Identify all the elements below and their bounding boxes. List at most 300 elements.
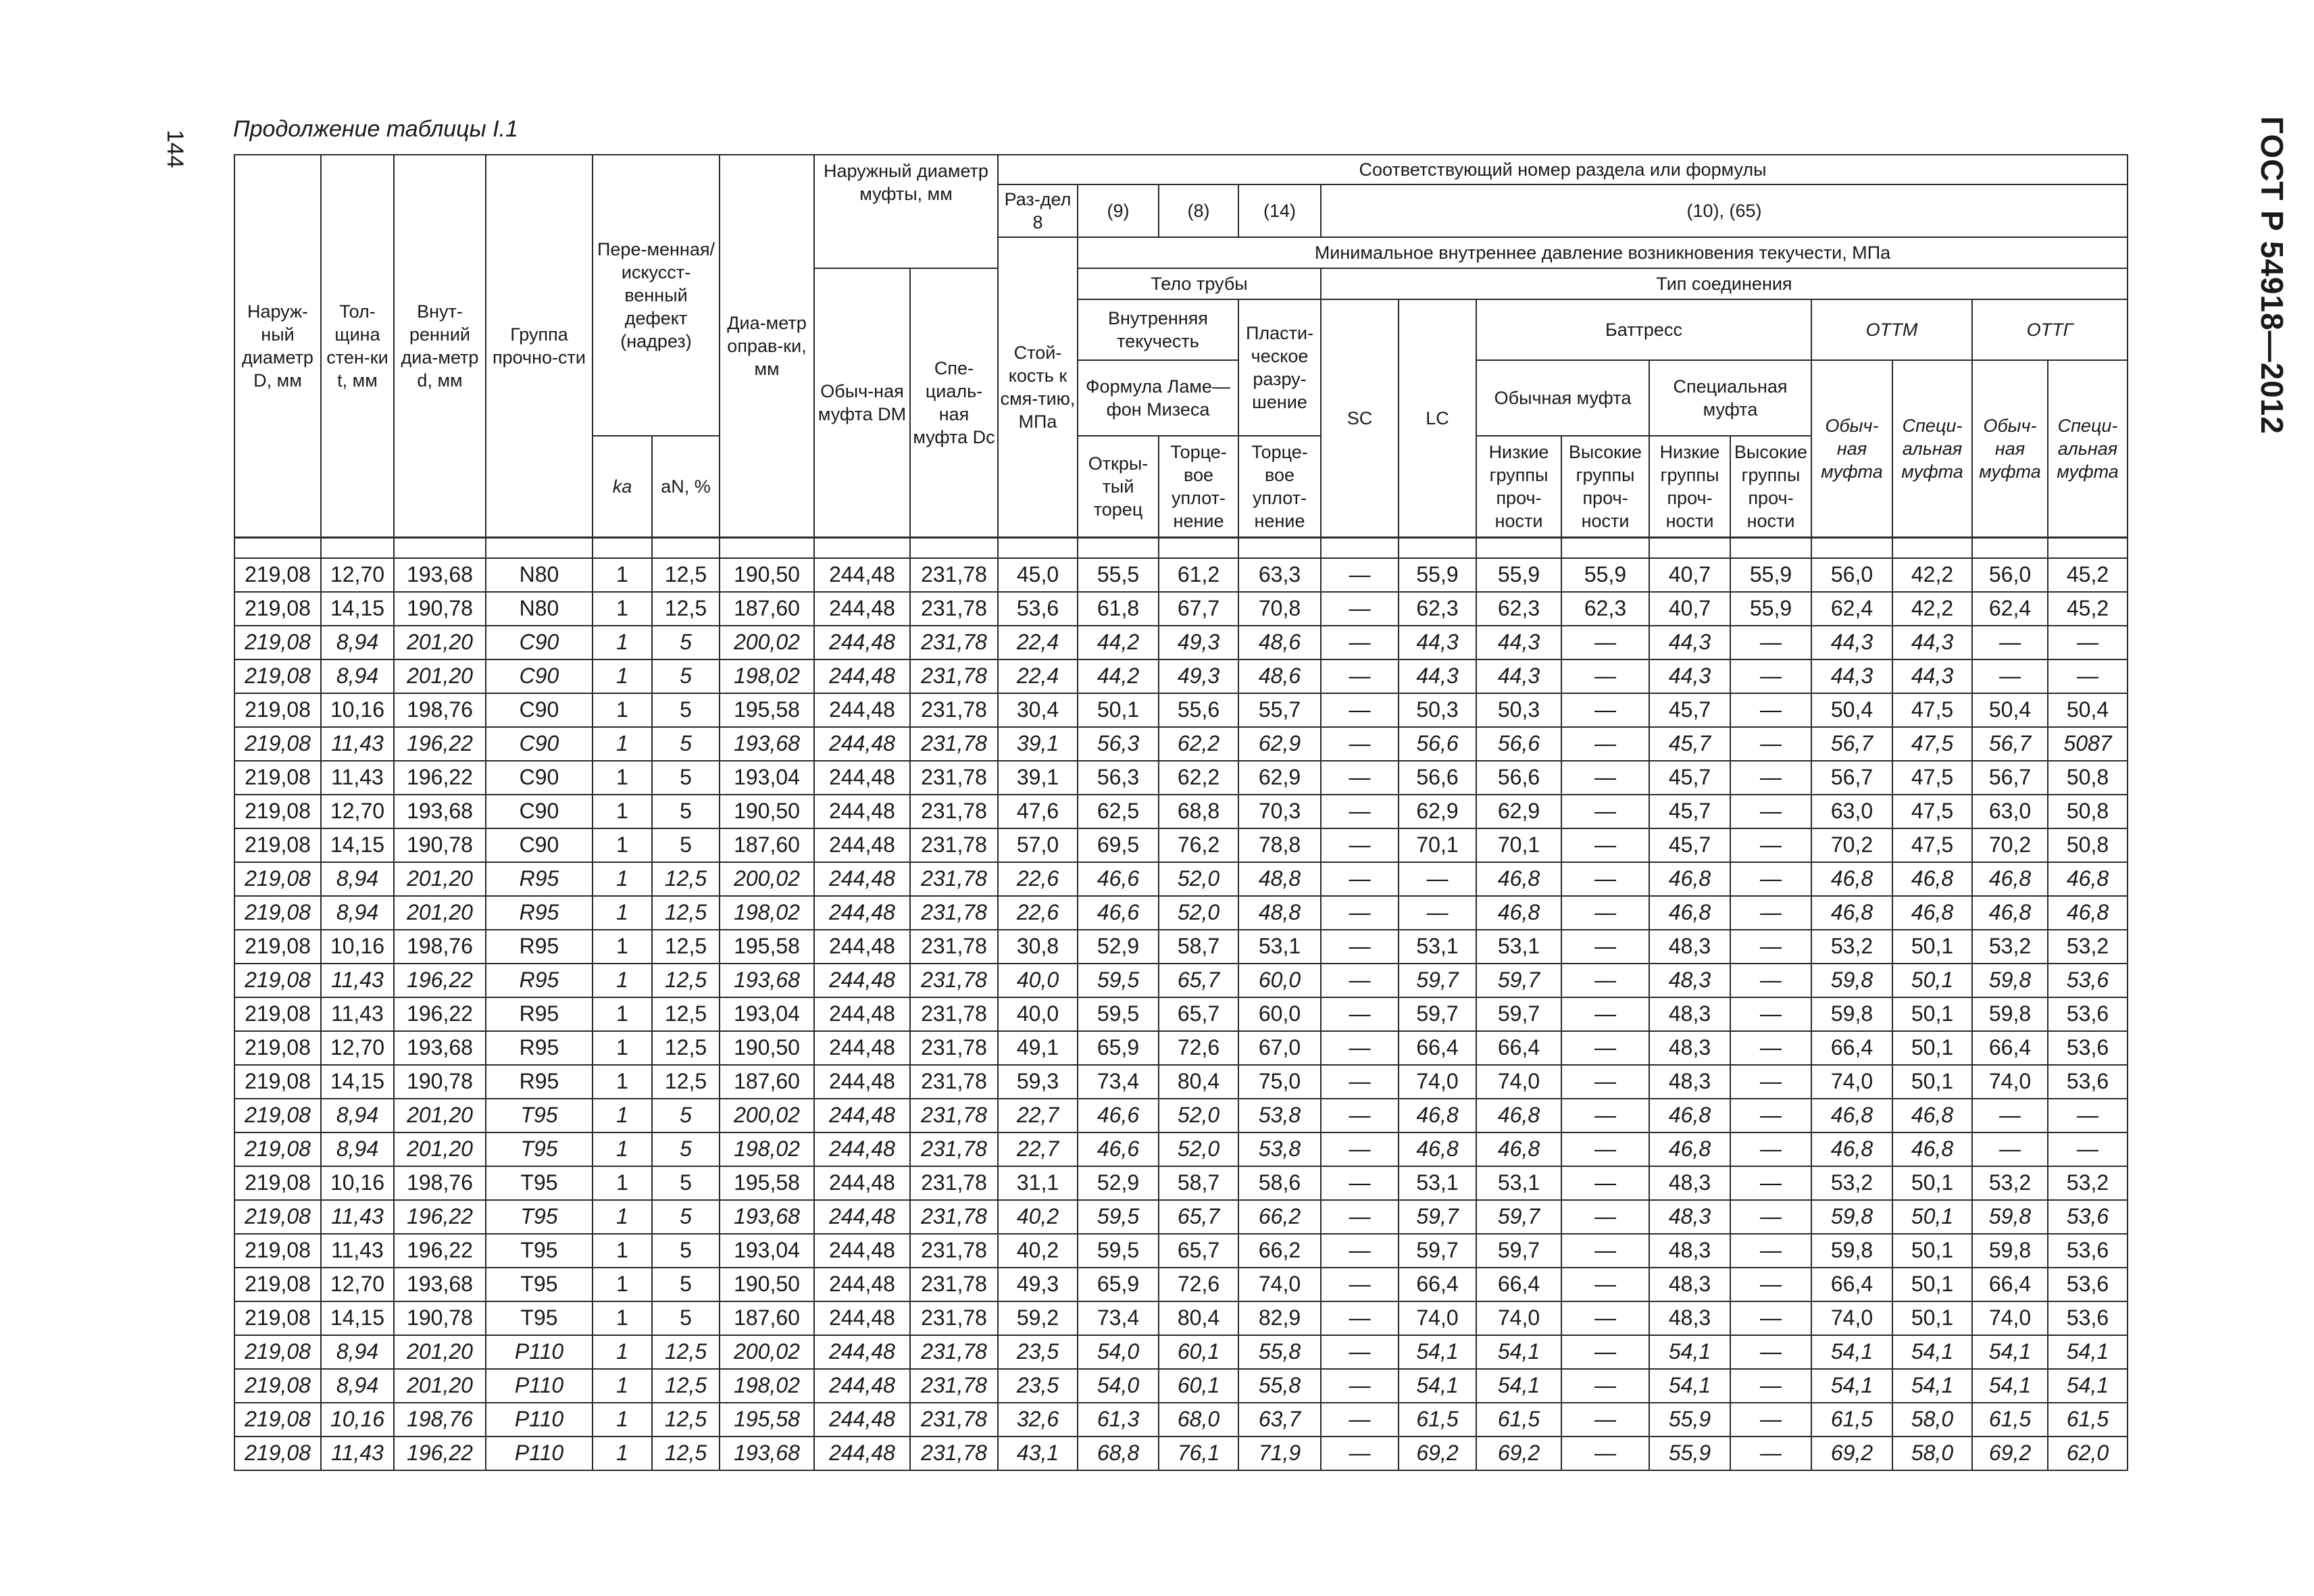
table-cell: 1 xyxy=(593,1437,652,1470)
table-row xyxy=(234,1065,2128,1099)
header-internal-yield: Внутренняя текучесть xyxy=(1078,299,1238,360)
table-cell: 231,78 xyxy=(910,896,998,930)
table-cell: 1 xyxy=(593,1335,652,1369)
table-cell: 201,20 xyxy=(394,1369,486,1403)
table-cell: 62,4 xyxy=(1972,592,2048,626)
table-cell: — xyxy=(1561,930,1649,964)
table-cell: 1 xyxy=(593,626,652,659)
table-cell: 231,78 xyxy=(910,693,998,727)
table-cell: 1 xyxy=(593,592,652,626)
table-cell: 62,0 xyxy=(2048,1437,2128,1470)
header-ka: ka xyxy=(593,436,652,537)
table-row xyxy=(234,1369,2128,1403)
table-cell: 53,1 xyxy=(1476,930,1561,964)
table-cell: 46,8 xyxy=(2048,896,2128,930)
table-cell: T95 xyxy=(486,1099,593,1132)
table-cell: 1 xyxy=(593,1268,652,1301)
table-cell: 201,20 xyxy=(394,1099,486,1132)
table-cell: 52,9 xyxy=(1078,1166,1159,1200)
table-cell: 219,08 xyxy=(234,862,321,896)
table-cell: T95 xyxy=(486,1268,593,1301)
header-ref-9: (9) xyxy=(1078,184,1159,237)
table-cell: 46,8 xyxy=(1649,862,1730,896)
table-cell: 231,78 xyxy=(910,727,998,761)
table-cell: 30,4 xyxy=(998,693,1078,727)
table-cell: 193,68 xyxy=(720,1200,814,1234)
table-cell: 1 xyxy=(593,1369,652,1403)
table-cell: 59,7 xyxy=(1476,1234,1561,1268)
table-cell: 231,78 xyxy=(910,1166,998,1200)
table-cell: 54,1 xyxy=(1892,1335,1972,1369)
table-cell: 54,1 xyxy=(1399,1369,1476,1403)
table-cell: 32,6 xyxy=(998,1403,1078,1437)
table-cell: 244,48 xyxy=(814,862,910,896)
table-cell: 219,08 xyxy=(234,1132,321,1166)
table-cell: 198,02 xyxy=(720,659,814,693)
table-cell: 50,4 xyxy=(1811,693,1892,727)
table-cell: 46,8 xyxy=(1399,1099,1476,1132)
table-cell: 66,2 xyxy=(1238,1234,1321,1268)
table-cell: 198,02 xyxy=(720,1369,814,1403)
table-cell: 12,5 xyxy=(652,558,720,592)
table-cell: 50,1 xyxy=(1892,1200,1972,1234)
table-cell: 23,5 xyxy=(998,1335,1078,1369)
table-cell: 219,08 xyxy=(234,1403,321,1437)
table-cell: — xyxy=(1561,659,1649,693)
table-row xyxy=(234,626,2128,659)
table-row xyxy=(234,592,2128,626)
table-cell: 59,2 xyxy=(998,1301,1078,1335)
table-cell: 55,9 xyxy=(1649,1403,1730,1437)
table-cell: 231,78 xyxy=(910,1099,998,1132)
table-cell: — xyxy=(1321,1369,1399,1403)
header-ottm: ОТТМ xyxy=(1811,299,1972,360)
table-cell: 231,78 xyxy=(910,626,998,659)
table-cell: C90 xyxy=(486,795,593,828)
table-cell: 1 xyxy=(593,761,652,795)
table-cell: 40,0 xyxy=(998,964,1078,997)
table-cell: 12,5 xyxy=(652,862,720,896)
table-cell: — xyxy=(1321,1065,1399,1099)
document-header: ГОСТ Р 54918—2012 xyxy=(2255,116,2290,434)
table-cell: 55,9 xyxy=(1649,1437,1730,1470)
table-cell: 48,3 xyxy=(1649,1268,1730,1301)
table-cell: 66,4 xyxy=(1972,1031,2048,1065)
header-coupling-od: Наружный диаметр муфты, мм xyxy=(814,155,998,268)
table-cell: — xyxy=(1561,896,1649,930)
table-cell: 12,70 xyxy=(321,558,394,592)
table-cell: 22,6 xyxy=(998,896,1078,930)
table-cell: 53,1 xyxy=(1238,930,1321,964)
table-row xyxy=(234,1200,2128,1234)
table-cell: 12,70 xyxy=(321,1031,394,1065)
table-cell: 14,15 xyxy=(321,1065,394,1099)
table-cell: 44,3 xyxy=(1892,626,1972,659)
table-cell: — xyxy=(2048,659,2128,693)
table-cell: 196,22 xyxy=(394,727,486,761)
table-cell: 46,8 xyxy=(1476,1099,1561,1132)
table-cell: 58,0 xyxy=(1892,1403,1972,1437)
table-cell: — xyxy=(1972,626,2048,659)
table-cell: 55,7 xyxy=(1238,693,1321,727)
header-buttress-special-low-grades: Низкие группы проч-ности xyxy=(1649,436,1730,537)
table-cell: 244,48 xyxy=(814,1065,910,1099)
table-cell: 68,8 xyxy=(1078,1437,1159,1470)
table-row xyxy=(234,1132,2128,1166)
table-cell: 219,08 xyxy=(234,795,321,828)
header-section-refs: Соответствующий номер раздела или формулы xyxy=(998,155,2128,184)
table-cell: 48,3 xyxy=(1649,997,1730,1031)
table-cell: 54,1 xyxy=(1476,1369,1561,1403)
table-cell: 59,3 xyxy=(998,1065,1078,1099)
table-cell: 219,08 xyxy=(234,727,321,761)
table-cell: 231,78 xyxy=(910,1301,998,1335)
table-cell: 5 xyxy=(652,1200,720,1234)
table-cell: R95 xyxy=(486,997,593,1031)
table-cell: 231,78 xyxy=(910,1065,998,1099)
table-cell: 1 xyxy=(593,558,652,592)
table-cell: 66,4 xyxy=(1476,1268,1561,1301)
table-cell: 244,48 xyxy=(814,626,910,659)
table-cell: 59,7 xyxy=(1476,997,1561,1031)
table-cell: 10,16 xyxy=(321,1166,394,1200)
table-cell: 46,8 xyxy=(1811,1132,1892,1166)
table-cell: R95 xyxy=(486,1031,593,1065)
table-cell: — xyxy=(1321,1301,1399,1335)
table-cell: 1 xyxy=(593,1166,652,1200)
table-cell: — xyxy=(1321,1166,1399,1200)
table-cell: — xyxy=(1321,862,1399,896)
page-number: 144 xyxy=(162,130,188,168)
table-cell: T95 xyxy=(486,1200,593,1234)
table-cell: 1 xyxy=(593,1301,652,1335)
data-table xyxy=(234,154,2128,1471)
table-cell: 11,43 xyxy=(321,761,394,795)
table-cell: 196,22 xyxy=(394,997,486,1031)
table-cell: 12,5 xyxy=(652,1403,720,1437)
table-cell: 219,08 xyxy=(234,659,321,693)
table-cell: — xyxy=(1321,1132,1399,1166)
table-cell: 1 xyxy=(593,795,652,828)
table-cell: 56,6 xyxy=(1476,727,1561,761)
table-cell: 50,1 xyxy=(1892,1031,1972,1065)
table-cell: — xyxy=(1321,626,1399,659)
table-cell: 63,3 xyxy=(1238,558,1321,592)
table-cell: 59,7 xyxy=(1476,1200,1561,1234)
table-cell: 219,08 xyxy=(234,1065,321,1099)
table-cell: — xyxy=(1321,1099,1399,1132)
table-row xyxy=(234,997,2128,1031)
table-cell: 54,1 xyxy=(1476,1335,1561,1369)
table-cell: 44,3 xyxy=(1892,659,1972,693)
table-cell: 61,5 xyxy=(1476,1403,1561,1437)
table-row xyxy=(234,1234,2128,1268)
table-cell: 5 xyxy=(652,1234,720,1268)
table-cell: 8,94 xyxy=(321,1369,394,1403)
table-cell: P110 xyxy=(486,1437,593,1470)
table-cell: — xyxy=(1321,1335,1399,1369)
table-cell: 53,6 xyxy=(2048,1234,2128,1268)
table-cell: 70,2 xyxy=(1972,828,2048,862)
table-cell: 46,8 xyxy=(1649,896,1730,930)
table-cell: 59,8 xyxy=(1972,997,2048,1031)
table-cell: 73,4 xyxy=(1078,1065,1159,1099)
table-cell: 1 xyxy=(593,1234,652,1268)
table-cell: 69,2 xyxy=(1476,1437,1561,1470)
table-cell: 66,4 xyxy=(1811,1268,1892,1301)
header-buttress: Баттресс xyxy=(1476,299,1811,360)
table-cell: 244,48 xyxy=(814,964,910,997)
table-cell: 219,08 xyxy=(234,1166,321,1200)
table-cell: 11,43 xyxy=(321,1437,394,1470)
table-cell: 190,78 xyxy=(394,1301,486,1335)
table-cell: 198,76 xyxy=(394,1166,486,1200)
table-cell: 46,8 xyxy=(1399,1132,1476,1166)
table-cell: — xyxy=(2048,1132,2128,1166)
table-cell: 62,9 xyxy=(1238,727,1321,761)
table-cell: 54,1 xyxy=(1892,1369,1972,1403)
table-cell: 52,0 xyxy=(1159,1132,1238,1166)
table-cell: 60,0 xyxy=(1238,997,1321,1031)
table-cell: 190,78 xyxy=(394,828,486,862)
table-cell: — xyxy=(1730,1132,1811,1166)
table-cell: 54,1 xyxy=(1649,1369,1730,1403)
table-cell: 12,5 xyxy=(652,930,720,964)
table-cell: P110 xyxy=(486,1403,593,1437)
table-cell: 195,58 xyxy=(720,1403,814,1437)
table-cell: — xyxy=(1730,930,1811,964)
table-cell: 48,3 xyxy=(1649,1031,1730,1065)
table-cell: 55,8 xyxy=(1238,1369,1321,1403)
table-cell: 200,02 xyxy=(720,626,814,659)
table-cell: R95 xyxy=(486,964,593,997)
table-cell: — xyxy=(1730,1099,1811,1132)
table-cell: — xyxy=(1730,1437,1811,1470)
table-cell: 40,7 xyxy=(1649,558,1730,592)
table-cell: 219,08 xyxy=(234,1369,321,1403)
table-cell: 59,7 xyxy=(1476,964,1561,997)
header-sc: SC xyxy=(1321,299,1399,537)
table-cell: 70,1 xyxy=(1399,828,1476,862)
table-cell: 22,7 xyxy=(998,1099,1078,1132)
table-cell: 54,1 xyxy=(2048,1335,2128,1369)
table-cell: 46,8 xyxy=(1649,1132,1730,1166)
table-cell: — xyxy=(1561,828,1649,862)
table-cell: 65,7 xyxy=(1159,1200,1238,1234)
table-cell: 63,7 xyxy=(1238,1403,1321,1437)
table-cell: 50,3 xyxy=(1476,693,1561,727)
table-cell: 200,02 xyxy=(720,862,814,896)
table-cell: 8,94 xyxy=(321,659,394,693)
table-cell: R95 xyxy=(486,1065,593,1099)
table-cell: 56,7 xyxy=(1972,727,2048,761)
table-cell: 244,48 xyxy=(814,1369,910,1403)
table-cell: 65,9 xyxy=(1078,1031,1159,1065)
table-cell: — xyxy=(1561,727,1649,761)
table-cell: — xyxy=(1321,727,1399,761)
table-cell: 12,5 xyxy=(652,1031,720,1065)
table-cell: 74,0 xyxy=(1972,1301,2048,1335)
table-cell: 50,1 xyxy=(1892,930,1972,964)
table-cell: 8,94 xyxy=(321,1132,394,1166)
table-cell: 12,5 xyxy=(652,1437,720,1470)
table-cell: 52,0 xyxy=(1159,1099,1238,1132)
table-cell: 219,08 xyxy=(234,1234,321,1268)
table-cell: — xyxy=(1399,862,1476,896)
table-cell: 55,9 xyxy=(1399,558,1476,592)
table-cell: 14,15 xyxy=(321,1301,394,1335)
table-cell: — xyxy=(1321,1268,1399,1301)
table-row xyxy=(234,795,2128,828)
table-cell: 66,4 xyxy=(1399,1031,1476,1065)
table-cell: — xyxy=(1972,1099,2048,1132)
table-cell: 1 xyxy=(593,930,652,964)
table-cell: 231,78 xyxy=(910,1031,998,1065)
table-cell: 187,60 xyxy=(720,1065,814,1099)
table-cell: 12,5 xyxy=(652,1369,720,1403)
table-cell: 198,76 xyxy=(394,693,486,727)
table-cell: 60,1 xyxy=(1159,1369,1238,1403)
table-cell: 55,5 xyxy=(1078,558,1159,592)
table-cell: C90 xyxy=(486,693,593,727)
table-cell: 198,76 xyxy=(394,930,486,964)
header-spacer-row xyxy=(234,537,2128,558)
table-cell: 193,68 xyxy=(394,795,486,828)
table-cell: 46,8 xyxy=(1811,862,1892,896)
table-cell: 53,2 xyxy=(1811,1166,1892,1200)
table-cell: 52,9 xyxy=(1078,930,1159,964)
header-lame-von-mises: Формула Ламе—фон Мизеса xyxy=(1078,360,1238,436)
table-cell: 48,3 xyxy=(1649,930,1730,964)
table-cell: 46,8 xyxy=(1892,1132,1972,1166)
table-cell: 62,3 xyxy=(1399,592,1476,626)
table-cell: 244,48 xyxy=(814,1335,910,1369)
table-cell: 44,3 xyxy=(1649,626,1730,659)
table-cell: 59,7 xyxy=(1399,1234,1476,1268)
table-cell: 66,4 xyxy=(1399,1268,1476,1301)
table-cell: 66,4 xyxy=(1476,1031,1561,1065)
table-cell: — xyxy=(1321,592,1399,626)
table-cell: — xyxy=(1561,964,1649,997)
table-row xyxy=(234,558,2128,592)
table-cell: — xyxy=(1561,1031,1649,1065)
table-cell: 1 xyxy=(593,1031,652,1065)
table-cell: 74,0 xyxy=(1811,1065,1892,1099)
table-cell: — xyxy=(1730,795,1811,828)
header-min-pressure: Минимальное внутреннее давление возникновения текучести, МПа xyxy=(1078,237,2128,268)
table-cell: 62,5 xyxy=(1078,795,1159,828)
table-cell: — xyxy=(1730,862,1811,896)
table-cell: — xyxy=(1730,1065,1811,1099)
table-cell: 70,3 xyxy=(1238,795,1321,828)
table-cell: 59,8 xyxy=(1972,1234,2048,1268)
table-cell: 22,4 xyxy=(998,626,1078,659)
table-cell: 50,4 xyxy=(2048,693,2128,727)
table-cell: 74,0 xyxy=(1476,1065,1561,1099)
table-cell: 74,0 xyxy=(1972,1065,2048,1099)
table-cell: 61,2 xyxy=(1159,558,1238,592)
table-cell: N80 xyxy=(486,558,593,592)
table-cell: 231,78 xyxy=(910,1437,998,1470)
table-cell: 193,04 xyxy=(720,1234,814,1268)
table-cell: 195,58 xyxy=(720,693,814,727)
table-cell: 5 xyxy=(652,1166,720,1200)
table-cell: 219,08 xyxy=(234,828,321,862)
table-cell: C90 xyxy=(486,659,593,693)
table-cell: 54,0 xyxy=(1078,1369,1159,1403)
table-cell: 62,2 xyxy=(1159,761,1238,795)
table-cell: 45,7 xyxy=(1649,795,1730,828)
table-cell: 62,9 xyxy=(1476,795,1561,828)
table-cell: 40,2 xyxy=(998,1234,1078,1268)
table-cell: 59,5 xyxy=(1078,997,1159,1031)
table-cell: — xyxy=(1561,693,1649,727)
table-cell: 244,48 xyxy=(814,997,910,1031)
table-cell: 219,08 xyxy=(234,896,321,930)
table-row xyxy=(234,693,2128,727)
table-cell: 68,8 xyxy=(1159,795,1238,828)
table-cell: 22,4 xyxy=(998,659,1078,693)
table-cell: 61,5 xyxy=(2048,1403,2128,1437)
table-cell: 56,6 xyxy=(1399,761,1476,795)
table-row xyxy=(234,964,2128,997)
table-cell: — xyxy=(1730,626,1811,659)
table-cell: 62,3 xyxy=(1476,592,1561,626)
table-cell: 50,8 xyxy=(2048,828,2128,862)
table-cell: 196,22 xyxy=(394,1200,486,1234)
table-cell: 1 xyxy=(593,727,652,761)
table-cell: 46,8 xyxy=(1476,896,1561,930)
table-cell: 231,78 xyxy=(910,1234,998,1268)
table-cell: 10,16 xyxy=(321,930,394,964)
table-cell: 31,1 xyxy=(998,1166,1078,1200)
table-cell: 195,58 xyxy=(720,1166,814,1200)
table-row xyxy=(234,1403,2128,1437)
table-cell: 45,2 xyxy=(2048,592,2128,626)
table-cell: 231,78 xyxy=(910,1268,998,1301)
table-cell: 62,9 xyxy=(1238,761,1321,795)
table-cell: 30,8 xyxy=(998,930,1078,964)
table-cell: 1 xyxy=(593,1200,652,1234)
table-cell: 231,78 xyxy=(910,558,998,592)
header-ref-14: (14) xyxy=(1238,184,1321,237)
table-row xyxy=(234,828,2128,862)
table-cell: 44,3 xyxy=(1476,626,1561,659)
table-cell: 44,3 xyxy=(1399,659,1476,693)
table-cell: 1 xyxy=(593,1065,652,1099)
table-cell: 52,0 xyxy=(1159,862,1238,896)
table-cell: 244,48 xyxy=(814,828,910,862)
table-cell: 12,5 xyxy=(652,1335,720,1369)
table-cell: 44,3 xyxy=(1649,659,1730,693)
table-cell: 65,7 xyxy=(1159,964,1238,997)
table-cell: 69,2 xyxy=(1972,1437,2048,1470)
table-cell: — xyxy=(1730,761,1811,795)
table-cell: 190,50 xyxy=(720,558,814,592)
table-cell: 12,5 xyxy=(652,964,720,997)
table-cell: 53,6 xyxy=(2048,1200,2128,1234)
table-cell: 53,6 xyxy=(2048,964,2128,997)
table-cell: 76,2 xyxy=(1159,828,1238,862)
table-cell: 53,2 xyxy=(1972,1166,2048,1200)
table-cell: 56,6 xyxy=(1476,761,1561,795)
table-cell: 244,48 xyxy=(814,930,910,964)
table-cell: — xyxy=(1561,1132,1649,1166)
table-cell: 59,8 xyxy=(1972,1200,2048,1234)
header-capped-end-plastic: Торце-вое уплот-нение xyxy=(1238,436,1321,537)
table-cell: C90 xyxy=(486,828,593,862)
table-cell: 219,08 xyxy=(234,1268,321,1301)
